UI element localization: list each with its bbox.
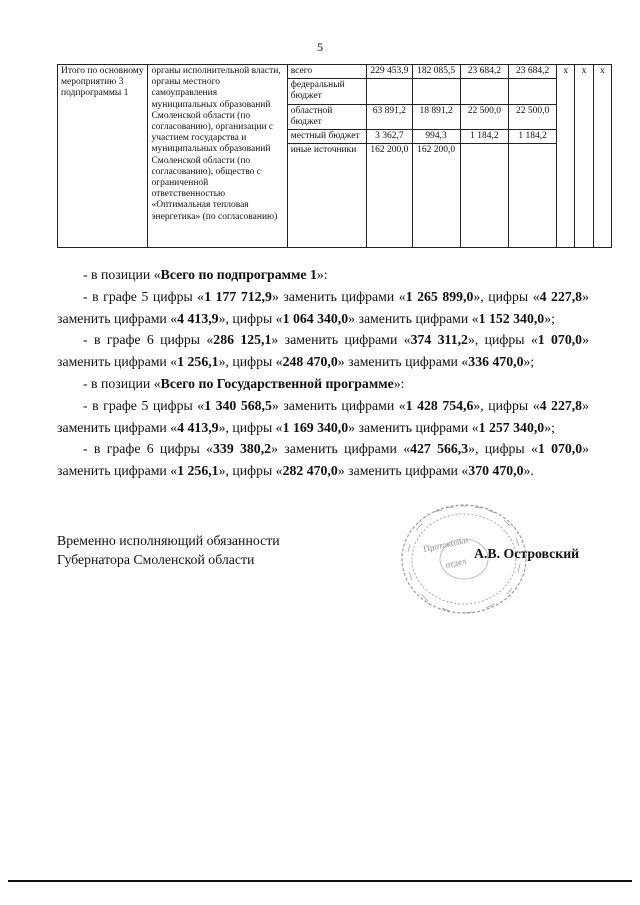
- source-cell: местный бюджет: [287, 130, 366, 144]
- value-cell: [509, 144, 557, 248]
- source-cell: областной бюджет: [287, 104, 366, 129]
- bottom-divider: [8, 880, 632, 882]
- value-cell: 1 184,2: [509, 130, 557, 144]
- executor-cell: органы исполнительной власти, органы местного самоуправления муниципальных образований Смоленской области (по согласованию), организации с участием государства и муниципальных образований Смоленской области (по согласованию), общество с ограниченной ответственностью «Оптимальная тепловая энергетика» (по согласованию): [148, 65, 287, 248]
- value-cell: 162 200,0: [412, 144, 460, 248]
- budget-table: [57, 64, 612, 248]
- signer-name: А.В. Островский: [474, 546, 580, 561]
- paragraph-program-heading: - в позиции «Всего по Государственной программе»:: [83, 375, 405, 391]
- source-cell: федеральный бюджет: [287, 79, 366, 104]
- paragraph-program-col6: - в графе 6 цифры «339 380,2» заменить цифрами «427 566,3», цифры «1 070,0» заменить цифрами «1 256,1», цифры «282 470,0» заменить цифрами «370 470,0».: [57, 441, 590, 479]
- amendment-text: [57, 264, 589, 482]
- signatory-title-line: Губернатора Смоленской области: [57, 552, 255, 567]
- value-cell: [509, 79, 557, 104]
- value-cell: 63 891,2: [367, 104, 413, 129]
- value-cell: [367, 79, 413, 104]
- value-cell: 229 453,9: [367, 65, 413, 79]
- value-cell: 22 500,0: [509, 104, 557, 129]
- paragraph-subprogram-col6: - в графе 6 цифры «286 125,1» заменить цифрами «374 311,2», цифры «1 070,0» заменить цифрами «1 256,1», цифры «248 470,0» заменить цифрами «336 470,0»;: [57, 332, 589, 370]
- value-cell: 22 500,0: [460, 104, 509, 129]
- value-cell: [412, 79, 460, 104]
- value-cell: 994,3: [412, 130, 460, 144]
- mark-cell: x: [593, 65, 611, 248]
- value-cell: 182 085,5: [412, 65, 460, 79]
- value-cell: 18 891,2: [412, 104, 460, 129]
- paragraph-program-col5: - в графе 5 цифры «1 340 568,5» заменить цифрами «1 428 754,6», цифры «4 227,8» заменить цифрами «4 413,9», цифры «1 169 340,0» заменить цифрами «1 257 340,0»;: [57, 397, 589, 435]
- signatory-title-line: Временно исполняющий обязанности: [57, 533, 280, 548]
- mark-cell: x: [557, 65, 575, 248]
- value-cell: 23 684,2: [509, 65, 557, 79]
- source-cell: иные источники: [287, 144, 366, 248]
- event-cell: Итого по основному мероприятию 3 подпрограммы 1: [58, 65, 148, 248]
- value-cell: [460, 79, 509, 104]
- mark-cell: x: [575, 65, 593, 248]
- value-cell: 1 184,2: [460, 130, 509, 144]
- svg-text:Протокольн: Протокольн: [422, 534, 469, 554]
- value-cell: 3 362,7: [367, 130, 413, 144]
- value-cell: 23 684,2: [460, 65, 509, 79]
- signatory-title: [57, 531, 280, 569]
- source-cell: всего: [287, 65, 366, 79]
- paragraph-subprogram-col5: - в графе 5 цифры «1 177 712,9» заменить цифрами «1 265 899,0», цифры «4 227,8» заменить цифрами «4 413,9», цифры «1 064 340,0» заменить цифрами «1 152 340,0»;: [57, 288, 589, 326]
- table-row: [58, 65, 612, 79]
- page-number: 5: [317, 40, 323, 54]
- paragraph-subprogram-heading: - в позиции «Всего по подпрограмме 1»:: [83, 267, 328, 282]
- value-cell: [460, 144, 509, 248]
- value-cell: 162 200,0: [367, 144, 413, 248]
- svg-text:отдел: отдел: [444, 555, 468, 570]
